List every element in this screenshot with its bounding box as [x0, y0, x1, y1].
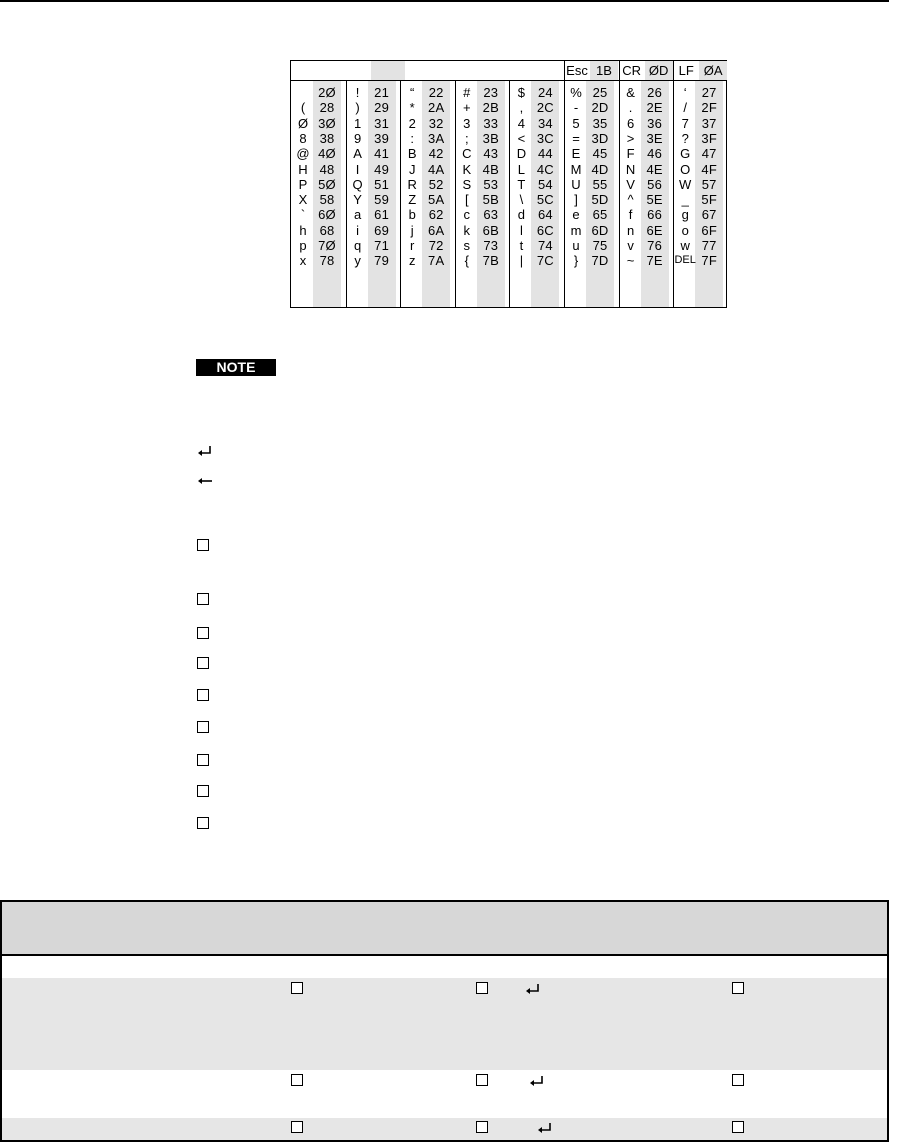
- ascii-char: `: [300, 207, 306, 223]
- checkbox-square-icon: [291, 1121, 303, 1133]
- ascii-char: ): [355, 100, 360, 116]
- ascii-char: e: [572, 207, 580, 223]
- ascii-char: ]: [574, 192, 578, 208]
- ascii-hex: 66: [647, 207, 663, 223]
- ascii-char: h: [299, 222, 307, 238]
- ascii-hex: 7B: [482, 253, 499, 269]
- ascii-hex: 43: [483, 146, 499, 162]
- checkbox-square-icon: [197, 817, 209, 829]
- ascii-hex: 34: [537, 115, 553, 131]
- ascii-char: k: [463, 222, 471, 238]
- ascii-hex: 75: [592, 238, 608, 253]
- ascii-hex: 47: [701, 146, 717, 162]
- ascii-char: \: [519, 192, 524, 208]
- ascii-char: >: [626, 130, 635, 146]
- ascii-hex: 7D: [591, 253, 609, 269]
- header-hex: ØA: [699, 61, 727, 80]
- ascii-hex: 62: [428, 207, 444, 223]
- ascii-hex: 2A: [428, 100, 445, 116]
- ascii-hex: 42: [428, 146, 444, 162]
- ascii-char: a: [353, 207, 362, 223]
- ascii-hex: 4Ø: [318, 146, 336, 162]
- ascii-hex: 6Ø: [318, 207, 336, 223]
- checkbox-square-icon: [197, 539, 209, 551]
- ascii-hex: 23: [483, 85, 499, 100]
- ascii-hex: 44: [537, 146, 553, 162]
- ascii-hex: 61: [374, 207, 390, 223]
- ascii-char: S: [462, 176, 472, 192]
- checkbox-square-icon: [732, 1074, 744, 1086]
- ascii-hex: 5C: [536, 192, 554, 208]
- command-table-header: [2, 902, 887, 956]
- table-row: [2, 1070, 887, 1118]
- ascii-hex: 38: [319, 130, 335, 146]
- ascii-char: /: [683, 100, 687, 116]
- ascii-char: 4: [517, 115, 525, 131]
- column-divider: [400, 81, 401, 307]
- ascii-hex: 7F: [701, 253, 717, 269]
- ascii-char: T: [517, 176, 526, 192]
- ascii-hex: 4F: [701, 161, 717, 177]
- ascii-char: |: [519, 253, 524, 269]
- checkbox-square-icon: [197, 689, 209, 701]
- header-char: CR: [622, 63, 641, 78]
- ascii-hex: 26: [647, 85, 663, 100]
- ascii-char: g: [681, 207, 689, 223]
- ascii-hex: 5B: [482, 192, 499, 208]
- ascii-hex: 64: [537, 207, 553, 223]
- ascii-char: 2: [408, 115, 416, 131]
- ascii-char: *: [409, 100, 415, 116]
- ascii-hex: 65: [592, 207, 608, 223]
- ascii-hex: 2F: [701, 100, 717, 116]
- checkbox-square-icon: [197, 754, 209, 766]
- checkbox-square-icon: [291, 1074, 303, 1086]
- ascii-char: i: [356, 222, 360, 238]
- ascii-hex: 5D: [591, 192, 609, 208]
- ascii-char: #: [463, 85, 471, 100]
- ascii-hex: 4E: [646, 161, 663, 177]
- ascii-char: ,: [519, 100, 524, 116]
- ascii-char: D: [516, 146, 527, 162]
- ascii-char: F: [626, 146, 635, 162]
- ascii-char: u: [572, 238, 580, 253]
- ascii-char: B: [407, 146, 417, 162]
- ascii-char: %: [570, 85, 582, 100]
- ascii-char: p: [299, 238, 307, 253]
- ascii-char: :: [410, 130, 414, 146]
- ascii-hex: 2C: [536, 100, 554, 116]
- ascii-hex: 6E: [646, 222, 663, 238]
- ascii-char: H: [298, 161, 308, 177]
- ascii-char: ‘: [683, 85, 687, 100]
- ascii-hex: 53: [483, 176, 499, 192]
- ascii-hex: 3A: [428, 130, 445, 146]
- table-row: [2, 956, 887, 978]
- ascii-char: }: [573, 253, 579, 269]
- checkbox-square-icon: [197, 593, 209, 605]
- ascii-char: {: [464, 253, 469, 269]
- ascii-char: j: [410, 222, 414, 238]
- column-divider: [509, 81, 510, 307]
- checkbox-square-icon: [476, 1074, 488, 1086]
- note-label: NOTE: [196, 359, 276, 376]
- ascii-hex: 7A: [428, 253, 445, 269]
- ascii-hex: 22: [428, 85, 444, 100]
- ascii-char: $: [517, 85, 525, 100]
- ascii-hex: 4C: [536, 161, 554, 177]
- ascii-hex: 3C: [536, 130, 554, 146]
- ascii-hex: 6D: [591, 222, 609, 238]
- ascii-char: !: [355, 85, 360, 100]
- checkbox-square-icon: [197, 785, 209, 797]
- ascii-hex: 2D: [591, 100, 609, 116]
- ascii-char: R: [407, 176, 417, 192]
- ascii-char: 8: [299, 130, 307, 146]
- ascii-hex: 3F: [701, 130, 717, 146]
- ascii-hex: 3D: [591, 130, 609, 146]
- ascii-char: -: [573, 100, 579, 116]
- ascii-char: G: [680, 146, 691, 162]
- ascii-hex: 7C: [536, 253, 554, 269]
- column-divider: [346, 81, 347, 307]
- ascii-hex: 32: [428, 115, 444, 131]
- ascii-char: .: [628, 100, 633, 116]
- checkbox-square-icon: [732, 982, 744, 994]
- ascii-hex: 33: [483, 115, 499, 131]
- ascii-char: 3: [463, 115, 471, 131]
- ascii-char: J: [408, 161, 416, 177]
- ascii-char: [: [464, 192, 469, 208]
- ascii-char: I: [355, 161, 360, 177]
- ascii-hex: 39: [374, 130, 390, 146]
- header-hex: 1B: [590, 61, 618, 80]
- ascii-hex: 6A: [428, 222, 445, 238]
- checkbox-square-icon: [476, 982, 488, 994]
- ascii-char: L: [517, 161, 525, 177]
- ascii-hex: 24: [537, 85, 553, 100]
- ascii-hex: 76: [647, 238, 663, 253]
- ascii-char: t: [519, 238, 524, 253]
- ascii-char: 1: [353, 115, 362, 131]
- ascii-char: q: [353, 238, 362, 253]
- ascii-character-table: [290, 60, 727, 308]
- ascii-hex: 3Ø: [318, 115, 336, 131]
- ascii-char: ;: [464, 130, 469, 146]
- checkbox-square-icon: [197, 721, 209, 733]
- header-hex: ØD: [645, 61, 673, 80]
- ascii-char: U: [571, 176, 581, 192]
- ascii-char: v: [627, 238, 634, 253]
- checkbox-square-icon: [197, 657, 209, 669]
- ascii-char: K: [462, 161, 472, 177]
- ascii-char: 6: [626, 115, 635, 131]
- checkbox-square-icon: [291, 982, 303, 994]
- ascii-char: P: [298, 176, 308, 192]
- ascii-char: c: [463, 207, 471, 223]
- ascii-hex: 79: [374, 253, 390, 269]
- ascii-hex: 25: [592, 85, 608, 100]
- ascii-hex: 78: [319, 253, 335, 269]
- ascii-char: o: [681, 222, 689, 238]
- ascii-char: =: [572, 130, 580, 146]
- ascii-char: ?: [681, 130, 689, 146]
- ascii-char: N: [625, 161, 636, 177]
- ascii-char: +: [463, 100, 471, 116]
- ascii-hex: 35: [592, 115, 608, 131]
- ascii-char: y: [354, 253, 361, 269]
- return-arrow-icon: [524, 982, 544, 996]
- ascii-hex: 41: [374, 146, 390, 162]
- ascii-char: [293, 85, 313, 100]
- ascii-hex: 71: [374, 238, 390, 253]
- ascii-char: w: [680, 238, 690, 253]
- ascii-hex: 77: [701, 238, 717, 253]
- ascii-hex: 46: [647, 146, 663, 162]
- return-arrow-icon: [528, 1074, 548, 1088]
- ascii-char: DEL: [674, 254, 696, 267]
- ascii-hex: 2E: [646, 100, 663, 116]
- checkbox-square-icon: [197, 627, 209, 639]
- ascii-hex: 55: [592, 176, 608, 192]
- ascii-char: Z: [408, 192, 417, 208]
- ascii-hex: 63: [483, 207, 499, 223]
- ascii-hex: 37: [701, 115, 717, 131]
- ascii-char: O: [680, 161, 691, 177]
- checkbox-square-icon: [732, 1121, 744, 1133]
- ascii-hex: 4B: [482, 161, 499, 177]
- ascii-char: W: [679, 176, 692, 192]
- ascii-char: x: [299, 253, 307, 269]
- ascii-char: n: [626, 222, 635, 238]
- ascii-hex: 7Ø: [318, 238, 336, 253]
- ascii-hex: 21: [374, 85, 390, 100]
- ascii-char: d: [517, 207, 525, 223]
- ascii-hex: 56: [647, 176, 663, 192]
- ascii-hex: 6B: [482, 222, 499, 238]
- ascii-hex: 57: [701, 176, 717, 192]
- ascii-char: _: [681, 192, 689, 208]
- return-arrow-icon: [536, 1121, 556, 1135]
- ascii-hex: 7E: [646, 253, 663, 269]
- ascii-char: f: [628, 207, 633, 223]
- ascii-char: Q: [352, 176, 363, 192]
- column-divider: [673, 61, 674, 307]
- ascii-hex: 5E: [646, 192, 663, 208]
- ascii-hex: 5Ø: [318, 176, 336, 192]
- ascii-hex: 72: [428, 238, 444, 253]
- ascii-hex: 2Ø: [318, 85, 336, 100]
- ascii-hex: 29: [374, 100, 390, 116]
- return-arrow-icon: [196, 444, 216, 458]
- ascii-hex: 73: [483, 238, 499, 253]
- checkbox-square-icon: [476, 1121, 488, 1133]
- ascii-hex: 51: [374, 176, 390, 192]
- ascii-char: 5: [572, 115, 580, 131]
- ascii-hex: 68: [319, 222, 335, 238]
- ascii-char: s: [463, 238, 471, 253]
- ascii-char: V: [626, 176, 635, 192]
- ascii-char: “: [410, 85, 415, 100]
- ascii-hex: 3B: [482, 130, 499, 146]
- ascii-hex: 52: [428, 176, 444, 192]
- ascii-char: 7: [681, 115, 689, 131]
- ascii-hex: 48: [319, 161, 335, 177]
- ascii-char: @: [296, 146, 310, 162]
- ascii-char: C: [462, 146, 472, 162]
- ascii-hex: 6F: [701, 222, 717, 238]
- ascii-hex: 2B: [482, 100, 499, 116]
- table-row: [2, 1118, 887, 1140]
- ascii-char: Y: [353, 192, 362, 208]
- column-divider: [564, 61, 565, 307]
- column-divider: [619, 61, 620, 307]
- ascii-hex: 54: [537, 176, 553, 192]
- ascii-char: &: [626, 85, 635, 100]
- ascii-char: E: [571, 146, 581, 162]
- ascii-hex: 27: [701, 85, 717, 100]
- ascii-char: (: [300, 100, 306, 116]
- ascii-char: 9: [353, 130, 362, 146]
- ascii-hex: 58: [319, 192, 335, 208]
- ascii-hex: 3E: [646, 130, 663, 146]
- ascii-hex: 49: [374, 161, 390, 177]
- ascii-char: X: [298, 192, 308, 208]
- table-row: [2, 978, 887, 1070]
- ascii-char: Ø: [297, 115, 309, 131]
- ascii-char: l: [519, 222, 523, 238]
- ascii-hex: 36: [647, 115, 663, 131]
- ascii-hex: 67: [701, 207, 717, 223]
- command-table: [0, 900, 889, 1142]
- ascii-hex: 74: [537, 238, 553, 253]
- ascii-hex: 4A: [428, 161, 445, 177]
- left-arrow-icon: [196, 474, 216, 488]
- ascii-char: ~: [626, 253, 635, 269]
- ascii-char: ^: [627, 192, 634, 208]
- ascii-char: A: [353, 146, 362, 162]
- ascii-table-header: [291, 61, 726, 81]
- ascii-hex: 5A: [428, 192, 445, 208]
- ascii-char: z: [408, 253, 416, 269]
- ascii-char: <: [517, 130, 526, 146]
- ascii-hex: 59: [374, 192, 390, 208]
- ascii-char: b: [408, 207, 416, 223]
- ascii-hex: 28: [319, 100, 335, 116]
- ascii-hex: 4D: [591, 161, 609, 177]
- ascii-hex: 45: [592, 146, 608, 162]
- ascii-char: M: [570, 161, 582, 177]
- ascii-char: m: [570, 222, 582, 238]
- ascii-hex: 5F: [701, 192, 717, 208]
- ascii-hex: 6C: [536, 222, 554, 238]
- column-divider: [455, 81, 456, 307]
- ascii-char: r: [410, 238, 415, 253]
- header-char: LF: [678, 63, 694, 78]
- ascii-hex: 31: [374, 115, 390, 131]
- ascii-hex: 69: [374, 222, 390, 238]
- header-shaded-gap: [371, 61, 405, 80]
- header-char: Esc: [566, 63, 588, 78]
- top-rule: [0, 0, 889, 2]
